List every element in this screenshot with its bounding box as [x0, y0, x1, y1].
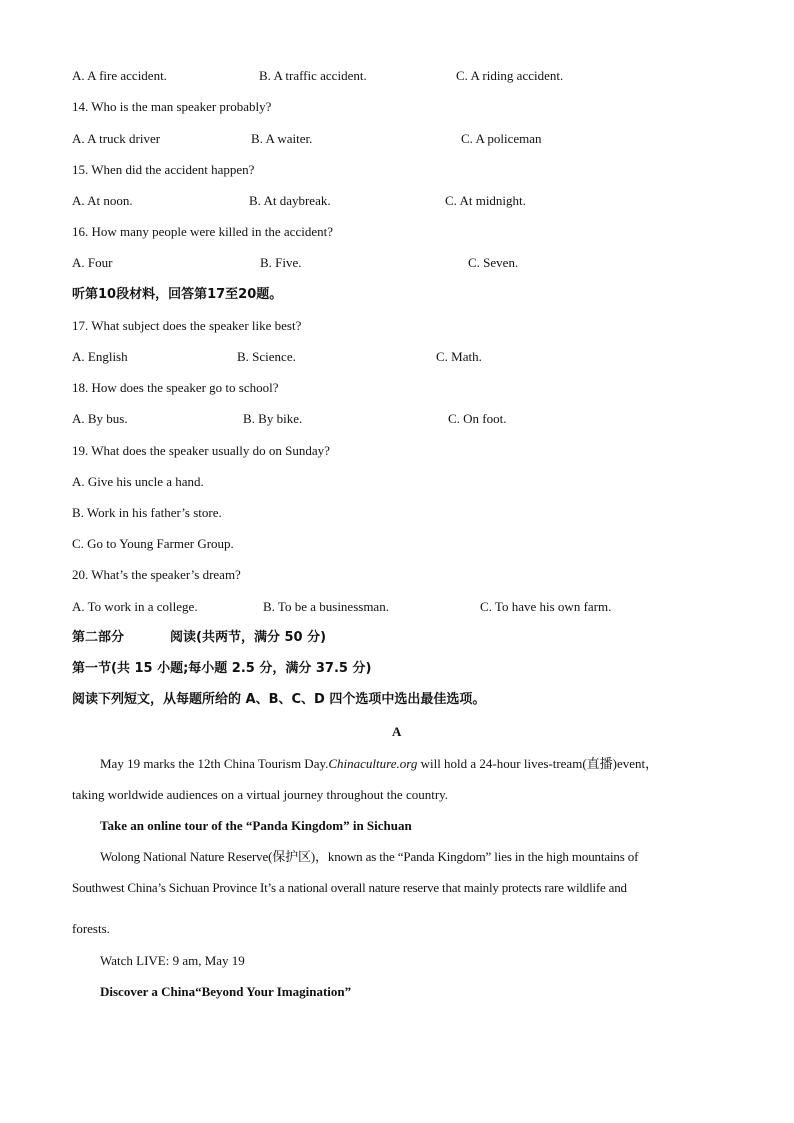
q18-option-b: B. By bike.	[243, 411, 303, 426]
q14-question: 14. Who is the man speaker probably?	[72, 99, 272, 114]
q18-question: 18. How does the speaker go to school?	[72, 380, 279, 395]
q19-option-b: B. Work in his father’s store.	[72, 505, 222, 520]
q15-question: 15. When did the accident happen?	[72, 162, 255, 177]
passage-p1-line2: taking worldwide audiences on a virtual journey throughout the country.	[72, 787, 449, 802]
q17-option-b: B. Science.	[237, 349, 296, 364]
q20-option-b: B. To be a businessman.	[263, 599, 389, 614]
q13-option-a: A. A fire accident.	[72, 68, 167, 83]
q18-option-a: A. By bus.	[72, 411, 128, 426]
q19-question: 19. What does the speaker usually do on Sunday?	[72, 443, 330, 458]
passage-heading-panda: Take an online tour of the “Panda Kingdom” in Sichuan	[100, 818, 412, 833]
q15-option-b: B. At daybreak.	[249, 193, 331, 208]
q16-option-c: C. Seven.	[468, 255, 519, 270]
passage-watch-live: Watch LIVE: 9 am, May 19	[100, 953, 245, 968]
q16-option-b: B. Five.	[260, 255, 302, 270]
q20-option-a: A. To work in a college.	[72, 599, 198, 614]
passage-p2-line3: forests.	[72, 921, 110, 936]
q14-option-b: B. A waiter.	[251, 131, 313, 146]
passage-p2-line1: Wolong National Nature Reserve(保护区)，known as the “Panda Kingdom” lies in the high mountains of	[100, 849, 639, 864]
q17-question: 17. What subject does the speaker like best?	[72, 318, 302, 333]
q13-option-c: C. A riding accident.	[456, 68, 564, 83]
q20-question: 20. What’s the speaker’s dream?	[72, 567, 241, 582]
q19-option-a: A. Give his uncle a hand.	[72, 474, 204, 489]
part2-instruction: 阅读下列短文，从每题所给的 A、B、C、D 四个选项中选出最佳选项。	[72, 692, 486, 707]
part2-section1-title: 第一节(共 15 小题;每小题 2.5 分，满分 37.5 分)	[72, 661, 372, 676]
passage-heading-discover: Discover a China“Beyond Your Imagination”	[100, 984, 352, 999]
passage-p1-text-a: May 19 marks the 12th China Tourism Day.	[100, 756, 329, 771]
q16-question: 16. How many people were killed in the accident?	[72, 224, 333, 239]
part2-title-right: 阅读(共两节，满分 50 分)	[170, 630, 327, 645]
q14-option-a: A. A truck driver	[72, 131, 161, 146]
q15-option-a: A. At noon.	[72, 193, 133, 208]
passage-label: A	[392, 724, 402, 739]
section-10-header: 听第10段材料，回答第17至20题。	[72, 287, 283, 302]
q17-option-a: A. English	[72, 349, 128, 364]
passage-p1-line1	[100, 756, 658, 772]
passage-p2-line2: Southwest China’s Sichuan Province It’s a national overall nature reserve that mainly protects rare wildlife and	[72, 880, 627, 895]
q18-option-c: C. On foot.	[448, 411, 507, 426]
part2-title-left: 第二部分	[72, 630, 125, 645]
passage-p1-text-b: will hold a 24-hour lives-tream(直播)event，	[417, 756, 659, 771]
q15-option-c: C. At midnight.	[445, 193, 526, 208]
q13-option-b: B. A traffic accident.	[259, 68, 367, 83]
q20-option-c: C. To have his own farm.	[480, 599, 612, 614]
q19-option-c: C. Go to Young Farmer Group.	[72, 536, 234, 551]
q16-option-a: A. Four	[72, 255, 113, 270]
q17-option-c: C. Math.	[436, 349, 482, 364]
passage-site-name: Chinaculture.org	[328, 756, 418, 771]
q14-option-c: C. A policeman	[461, 131, 542, 146]
